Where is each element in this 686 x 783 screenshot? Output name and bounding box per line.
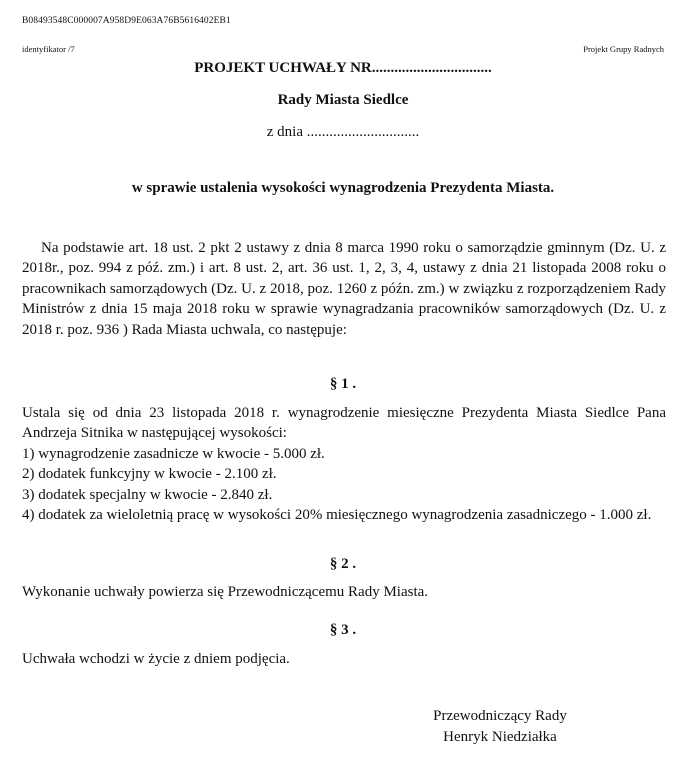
section-3-body: Uchwała wchodzi w życie z dniem podjęcia. [22,651,290,667]
signature-block [400,706,600,748]
resolution-title: PROJEKT UCHWAŁY NR................................ [194,60,492,76]
preamble-paragraph: Na podstawie art. 18 ust. 2 pkt 2 ustawy z dnia 8 marca 1990 roku o samorządzie gminnym (Dz. U. z 2018r., poz. 994 z póź. zm.) i art. 8 ust. 2, art. 36 ust. 1, 2, 3, 4, ustawy z dnia 21 listopada 2008 roku o pracownikach samorządowych (Dz. U. z 2018, poz. 1260 z późn. zm.) w związku z rozporządzeniem Rady Ministrów z dnia 15 maja 2018 roku w sprawie wynagradzania pracowników samorządowych (Dz. U. z 2018 r. poz. 936 ) Rada Miasta uchwala, co następuje: [22,240,666,338]
project-by-label: Projekt Grupy Radnych [583,44,664,54]
section-1-item: 2) dodatek funkcyjny w kwocie - 2.100 zł. [22,466,277,483]
section-1-item: 1) wynagrodzenie zasadnicze w kwocie - 5.000 zł. [22,445,325,462]
council-name: Rady Miasta Siedlce [277,92,409,108]
section-3-heading: § 3 . [329,622,357,638]
section-2-body: Wykonanie uchwały powierza się Przewodniczącemu Rady Miasta. [22,584,429,600]
identifier-label: identyfikator /7 [22,44,75,54]
signatory-name: Henryk Niedziałka [443,729,557,745]
section-1-heading: § 1 . [329,376,357,392]
section-1-body [22,403,666,525]
section-1-item: 3) dodatek specjalny w kwocie - 2.840 zł. [22,486,273,503]
section-1-item: 4) dodatek za wieloletnią pracę w wysokości 20% miesięcznego wynagrodzenia zasadniczego - 1.000 zł. [22,507,652,524]
signatory-role: Przewodniczący Rady [433,708,567,724]
section-1-intro: Ustala się od dnia 23 listopada 2018 r. wynagrodzenie miesięczne Prezydenta Miasta Siedlce Pana Andrzeja Sitnika w następującej wysokości: [22,405,666,442]
section-2-heading: § 2 . [329,556,357,572]
resolution-date: z dnia .............................. [266,124,420,140]
document-id: B08493548C000007A958D9E063A76B5616402EB1 [22,16,231,26]
resolution-subject: w sprawie ustalenia wysokości wynagrodzenia Prezydenta Miasta. [131,180,555,196]
